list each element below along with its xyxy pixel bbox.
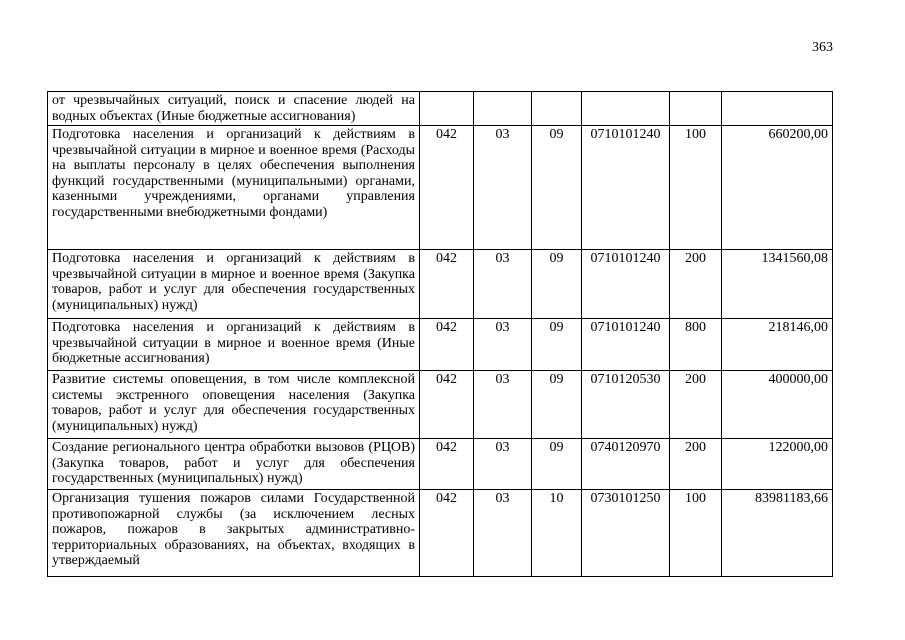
table-row [48, 439, 833, 490]
expense-type-code: 200 [670, 250, 722, 319]
target-article-code: 0710120530 [582, 371, 670, 439]
section-code: 03 [474, 371, 532, 439]
subsection-code: 09 [532, 371, 582, 439]
row-description: Подготовка населения и организаций к действиям в чрезвычайной ситуации в мирное и военное время (Иные бюджетные ассигнования) [48, 319, 420, 371]
target-article-code: 0730101250 [582, 490, 670, 577]
section-code: 03 [474, 250, 532, 319]
dept-code [420, 92, 474, 126]
subsection-code: 09 [532, 126, 582, 250]
subsection-code: 09 [532, 319, 582, 371]
expense-type-code [670, 92, 722, 126]
expense-type-code: 800 [670, 319, 722, 371]
row-description: от чрезвычайных ситуаций, поиск и спасение людей на водных объектах (Иные бюджетные ассигнования) [48, 92, 420, 126]
amount: 660200,00 [722, 126, 833, 250]
amount: 218146,00 [722, 319, 833, 371]
dept-code: 042 [420, 490, 474, 577]
amount: 400000,00 [722, 371, 833, 439]
target-article-code [582, 92, 670, 126]
row-description: Подготовка населения и организаций к действиям в чрезвычайной ситуации в мирное и военное время (Расходы на выплаты персоналу в целях обеспечения выполнения функций государственными (муниципальными) органами, казенными учреждениями, органами управления государственными внебюджетными фондами) [48, 126, 420, 250]
dept-code: 042 [420, 126, 474, 250]
amount: 1341560,08 [722, 250, 833, 319]
row-description: Организация тушения пожаров силами Государственной противопожарной службы (за исключением лесных пожаров, пожаров в закрытых административно-территориальных образованиях, на объектах, входящих в утверждаемый [48, 490, 420, 577]
section-code: 03 [474, 319, 532, 371]
amount [722, 92, 833, 126]
row-description: Развитие системы оповещения, в том числе комплексной системы экстренного оповещения населения (Закупка товаров, работ и услуг для обеспечения государственных (муниципальных) нужд) [48, 371, 420, 439]
table-row [48, 250, 833, 319]
table-row [48, 92, 833, 126]
budget-table [47, 91, 833, 577]
table-row [48, 490, 833, 577]
expense-type-code: 100 [670, 126, 722, 250]
amount: 83981183,66 [722, 490, 833, 577]
expense-type-code: 100 [670, 490, 722, 577]
dept-code: 042 [420, 250, 474, 319]
dept-code: 042 [420, 319, 474, 371]
section-code: 03 [474, 439, 532, 490]
amount: 122000,00 [722, 439, 833, 490]
target-article-code: 0710101240 [582, 319, 670, 371]
target-article-code: 0710101240 [582, 250, 670, 319]
section-code: 03 [474, 490, 532, 577]
expense-type-code: 200 [670, 371, 722, 439]
target-article-code: 0710101240 [582, 126, 670, 250]
section-code [474, 92, 532, 126]
subsection-code: 09 [532, 250, 582, 319]
dept-code: 042 [420, 439, 474, 490]
dept-code: 042 [420, 371, 474, 439]
table-row [48, 126, 833, 250]
target-article-code: 0740120970 [582, 439, 670, 490]
page-number: 363 [812, 40, 833, 55]
table-row [48, 371, 833, 439]
subsection-code: 10 [532, 490, 582, 577]
table-row [48, 319, 833, 371]
section-code: 03 [474, 126, 532, 250]
row-description: Создание регионального центра обработки вызовов (РЦОВ) (Закупка товаров, работ и услуг для обеспечения государственных (муниципальных) нужд) [48, 439, 420, 490]
subsection-code: 09 [532, 439, 582, 490]
subsection-code [532, 92, 582, 126]
row-description: Подготовка населения и организаций к действиям в чрезвычайной ситуации в мирное и военное время (Закупка товаров, работ и услуг для обеспечения государственных (муниципальных) нужд) [48, 250, 420, 319]
expense-type-code: 200 [670, 439, 722, 490]
